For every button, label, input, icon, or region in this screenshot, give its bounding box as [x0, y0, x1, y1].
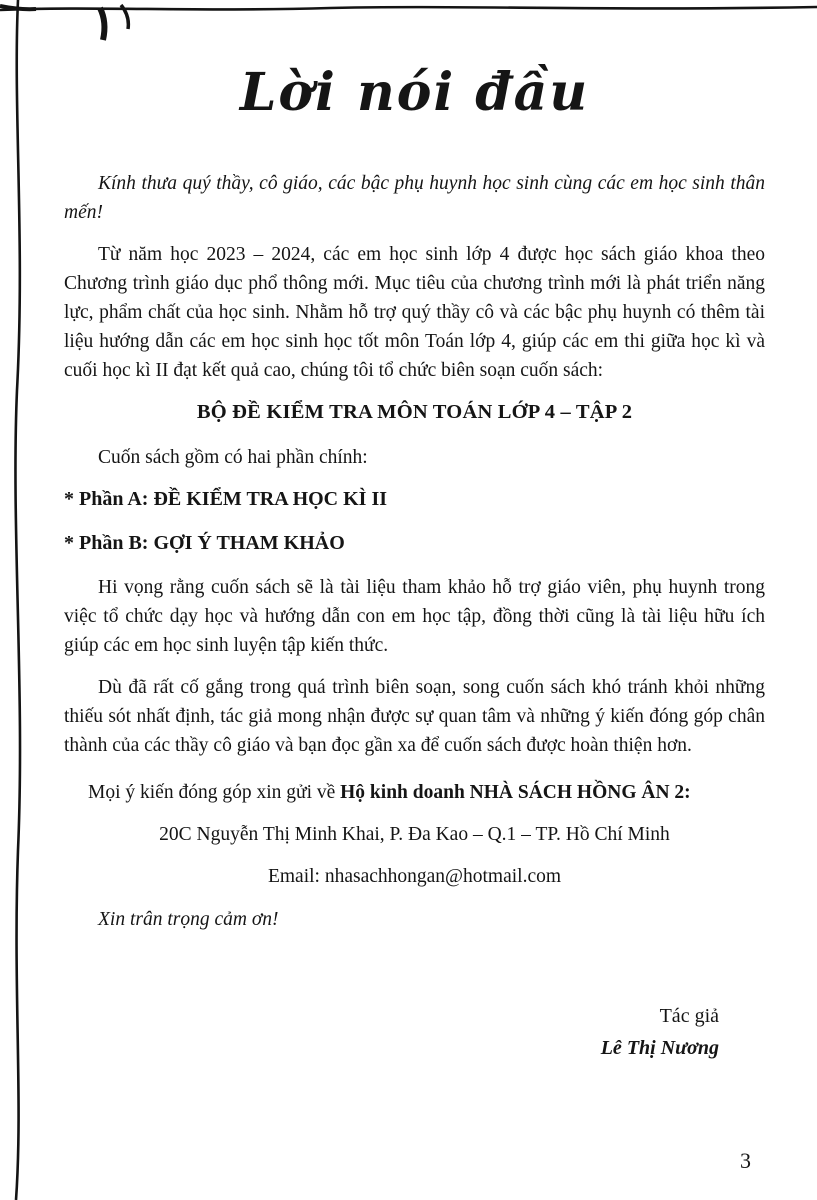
part-a-item: * Phần A: ĐỀ KIỂM TRA HỌC KÌ II	[64, 488, 388, 510]
address-line: 20C Nguyễn Thị Minh Khai, P. Đa Kao – Q.1 – TP. Hồ Chí Minh	[159, 824, 670, 845]
intro-paragraph: Từ năm học 2023 – 2024, các em học sinh lớp 4 được học sách giáo khoa theo Chương trình giáo dục phổ thông mới. Mục tiêu của chương trình mới là phát triển năng lực, phẩm chất của học sinh. Nhằm hỗ trợ quý thầy cô và các bậc phụ huynh có thêm tài liệu hướng dẫn các em học sinh học tốt môn Toán lớp 4, giúp các em thi giữa học kì và cuối học kì II đạt kết quả cao, chúng tôi tổ chức biên soạn cuốn sách:	[64, 244, 765, 381]
author-label: Tác giả	[659, 1005, 719, 1027]
feedback-prefix: Mọi ý kiến đóng góp xin gửi về	[88, 782, 341, 803]
author-name: Lê Thị Nương	[600, 1037, 719, 1059]
apology-paragraph: Dù đã rất cố gắng trong quá trình biên soạn, song cuốn sách khó tránh khỏi những thiếu sót nhất định, tác giả mong nhận được sự quan tâm và những ý kiến đóng góp chân thành của các thầy cô giáo và bạn đọc gần xa để cuốn sách được hoàn thiện hơn.	[64, 677, 765, 756]
email-line: Email: nhasachhongan@hotmail.com	[267, 866, 562, 887]
thanks-line: Xin trân trọng cảm ơn!	[98, 909, 279, 930]
page-number: 3	[740, 1148, 751, 1173]
feedback-publisher: Hộ kinh doanh NHÀ SÁCH HỒNG ÂN 2:	[340, 782, 691, 803]
salutation-paragraph: Kính thưa quý thầy, cô giáo, các bậc phụ huynh học sinh cùng các em học sinh thân mến!	[64, 173, 765, 223]
author-block	[64, 1000, 765, 1064]
page-title: Lời nói đầu	[239, 62, 590, 123]
hope-paragraph: Hi vọng rằng cuốn sách sẽ là tài liệu tham khảo hỗ trợ giáo viên, phụ huynh trong việc tổ chức dạy học và hướng dẫn con em học tập, đồng thời cũng là tài liệu hữu ích giúp các em học sinh luyện tập kiến thức.	[64, 577, 765, 656]
book-title-heading: BỘ ĐỀ KIỂM TRA MÔN TOÁN LỚP 4 – TẬP 2	[196, 401, 633, 423]
feedback-line	[64, 778, 765, 807]
part-b-item: * Phần B: GỢI Ý THAM KHẢO	[64, 532, 345, 554]
parts-intro: Cuốn sách gồm có hai phần chính:	[98, 447, 368, 468]
